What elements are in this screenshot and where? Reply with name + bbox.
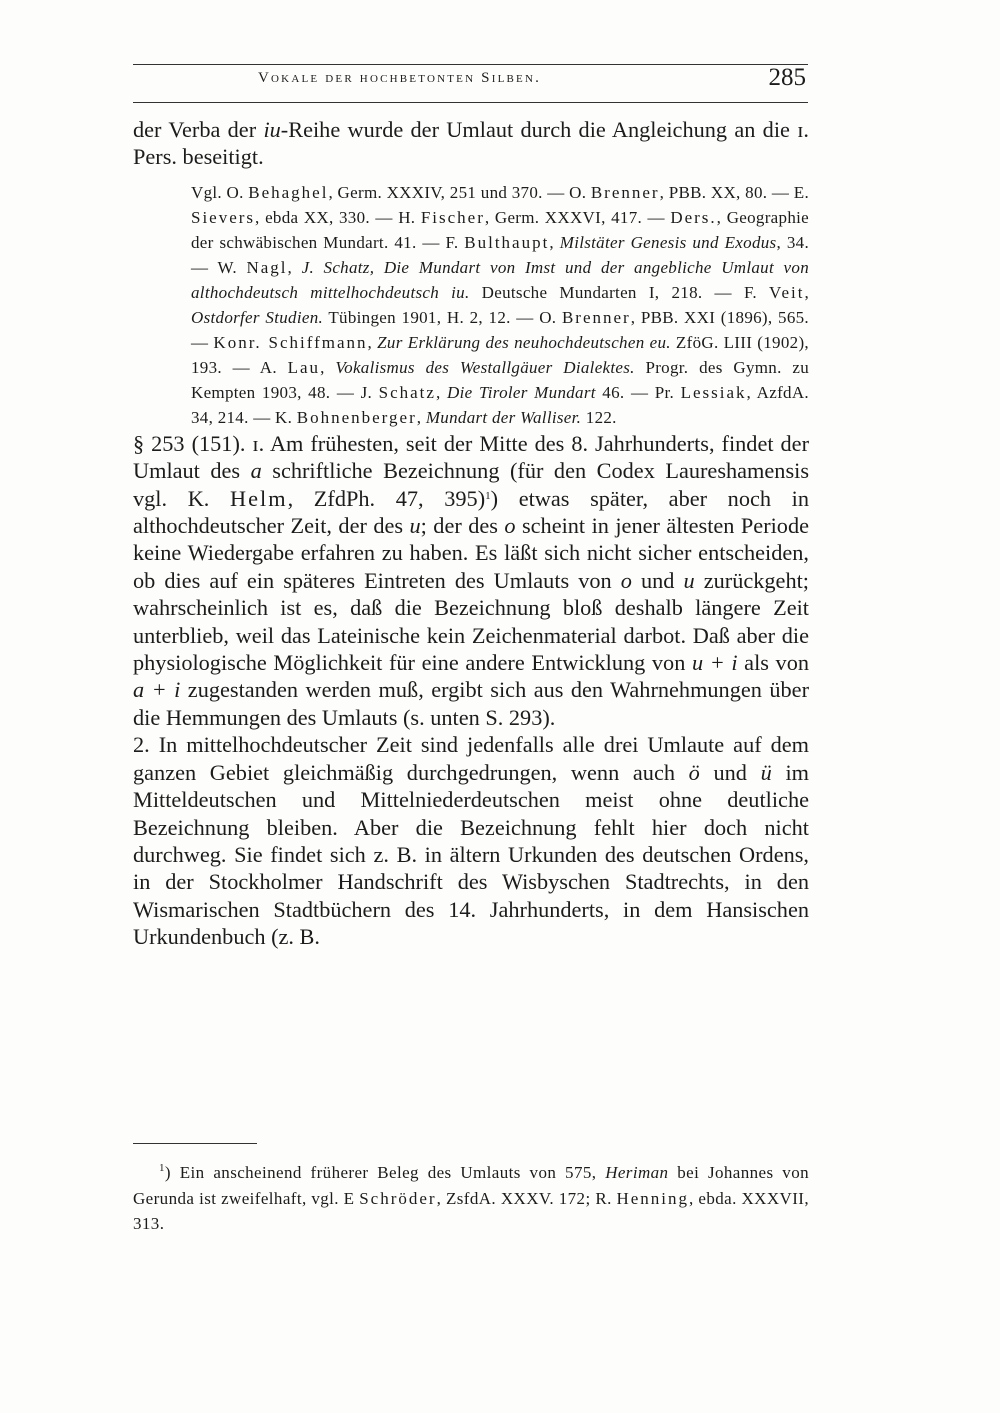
footnote-separator xyxy=(133,1143,257,1144)
page-number: 285 xyxy=(768,64,806,91)
literature-references: Vgl. O. Behaghel, Germ. XXXIV, 251 und 370. — O. Brenner, PBB. XX, 80. — E. Sievers, ebda XX, 330. — H. Fischer, Germ. XXXVI, 417. — Ders., Geographie der schwäbischen Mundart. 41. — F. Bulthaupt, Milstäter Genesis und Exodus, 34. — W. Nagl, J. Schatz, Die Mundart von Imst und der angebliche Umlaut von althochdeutsch mittelhochdeutsch iu. Deutsche Mundarten I, 218. — F. Veit, Ostdorfer Studien. Tübingen 1901, H. 2, 12. — O. Brenner, PBB. XXI (1896), 565. — Konr. Schiffmann, Zur Erklärung des neuhochdeutschen eu. ZföG. LIII (1902), 193. — A. Lau, Vokalismus des Westallgäuer Dialektes. Progr. des Gymn. zu Kempten 1903, 48. — J. Schatz, Die Tiroler Mundart 46. — Pr. Lessiak, AzfdA. 34, 214. — K. Bohnenberger, Mundart der Walliser. 122. xyxy=(191,182,810,427)
section-253-paragraph-1: § 253 (151). ɪ. Am frühesten, seit der Mitte des 8. Jahrhunderts, findet der Umlaut des a schriftliche Bezeichnung (für den Codex Laureshamensis vgl. K. Helm, ZfdPh. 47, 395)$^1$) etwas später, aber noch in althochdeutscher Zeit, der des u; der des o scheint in jener ältesten Periode keine Wiedergabe erfahren zu haben. Es läßt sich nicht sicher entscheiden, ob dies auf ein späteres Eintreten des Umlauts von o und u zurückgeht; wahrscheinlich ist es, daß die Bezeichnung bloß deshalb längere Zeit unterblieb, weil das Lateinische kein Zeichenmaterial darbot. Daß aber die physiologische Möglichkeit für eine andere Entwicklung von u + i als von a + i zugestanden werden muß, ergibt sich aus den Wahrnehmungen über die Hemmungen des Umlauts (s. unten S. 293). xyxy=(133,430,810,730)
running-title: Vokale der hochbetonten Silben. xyxy=(258,70,542,86)
footnote: $^1$) Ein anscheinend früherer Beleg des Umlauts von 575, Heriman bei Johannes von Gerunda ist zweifelhaft, vgl. E Schröder, ZsfdA. XXXV. 172; R. Henning, ebda. XXXVII, 313. xyxy=(133,1162,809,1233)
intro-paragraph: der Verba der iu-Reihe wurde der Umlaut durch die Angleichung an die ɪ. Pers. beseitigt. xyxy=(133,117,809,170)
header-rule-bottom xyxy=(133,102,808,103)
footnote-marker: 1 xyxy=(485,489,491,502)
section-253-paragraph-2: 2. In mittelhochdeutscher Zeit sind jedenfalls alle drei Umlaute auf dem ganzen Gebiet gleichmäßig durchgedrungen, wenn auch ö und ü im Mitteldeutschen und Mittelniederdeutschen meist ohne deutliche Bezeichnung bleiben. Aber die Bezeichnung fehlt hier doch nicht durchweg. Sie findet sich z. B. in ältern Urkunden des deutschen Ordens, in der Stockholmer Handschrift des Wisbyschen Stadtrechts, in den Wismarischen Stadtbüchern des 14. Jahrhunderts, in dem Hansischen Urkundenbuch (z. B. xyxy=(133,732,809,950)
footnote-number: 1 xyxy=(159,1162,165,1174)
running-header xyxy=(133,64,808,102)
page-body xyxy=(133,116,809,951)
